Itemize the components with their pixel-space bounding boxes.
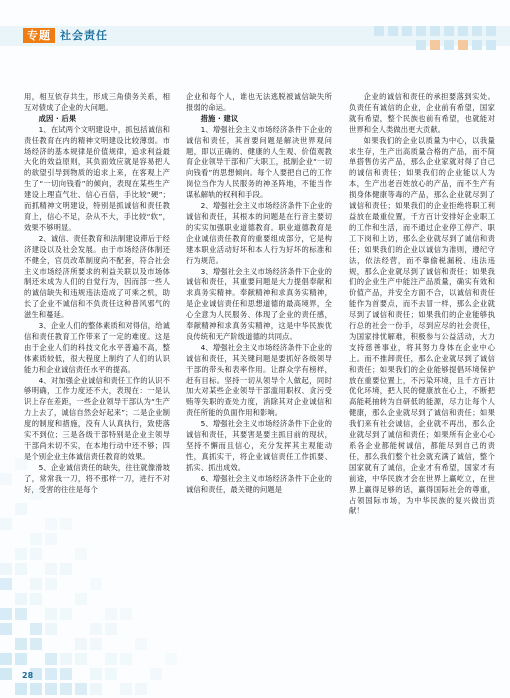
paragraph: 2、增强社会主义市场经济条件下企业的诚信和责任，其根本的问题是在行音主要切的实实加强职业道德教育。职业道德教育是企业诚信责任教育的重要组成部分，它是构建本职业活动好坏和本人行为好坏的标准和行为规范。 bbox=[186, 201, 332, 265]
decor-square bbox=[75, 548, 87, 560]
decor-square bbox=[0, 608, 12, 620]
decor-square bbox=[75, 638, 87, 650]
decor-square bbox=[30, 578, 42, 590]
decor-square bbox=[15, 548, 27, 560]
decor-square bbox=[45, 563, 57, 575]
decor-square bbox=[30, 683, 42, 695]
paragraph: 6、增强社会主义市场经济条件下企业的诚信和责任，最关键的问题是 bbox=[186, 473, 332, 494]
decor-square bbox=[90, 623, 102, 635]
header-decoration-icon bbox=[354, 20, 504, 80]
decor-square bbox=[45, 653, 57, 665]
decor-square bbox=[15, 563, 27, 575]
text-column-3 bbox=[349, 92, 495, 517]
decor-square bbox=[45, 683, 57, 695]
decor-square bbox=[0, 518, 12, 530]
decor-square bbox=[15, 593, 27, 605]
paragraph: 2、诚信、责任教育和法制建设滞后于经济建设以及社会发展。由于市场经济体制还不健全，官员改革制度尚不配套，符合社会主义市场经济所要求的利益关联以及市场体制还未成为人们的自觉行为，因而部一些人的诚信缺失和违规违法造成了可乘之机，助长了企业不诚信和不负责任这种普风邪气的滋生和蔓延。 bbox=[24, 233, 170, 320]
decor-square bbox=[30, 638, 42, 650]
decor-square bbox=[45, 608, 57, 620]
decor-square bbox=[75, 653, 87, 665]
paragraph: 1、在试两个文明建设中，抓包括诚信和责任教育在内的精神文明建设比较薄弱。市场经济的基本规律是价值规律，追求利益最大化的效益原则，其负面效应就是容易把人的欲望引导到物质的追求上来，在客观上产生了“一切向钱看”的倾向，表现在某些生产建设上理直气壮、信心百倍，手比较“硬”；而抓精神文明建设，特别是抓诚信和责任教育上，信心不足，杂从不大，手比较“软”，效果不够明显。 bbox=[24, 124, 170, 232]
decor-square bbox=[30, 533, 42, 545]
paragraph: 企业的诚信和责任的承担要落到实处。负责任有诚信的企业，企业前有希望，国家就有希望，整个民族也前有希望，也就能对世界和全人类做出更大贡献。 bbox=[349, 92, 495, 134]
decor-square bbox=[15, 503, 27, 515]
decor-square bbox=[120, 683, 132, 695]
decor-square bbox=[0, 578, 12, 590]
decor-square bbox=[60, 668, 72, 680]
section-heading: 措施 · 建议 bbox=[200, 113, 239, 123]
decor-square bbox=[45, 668, 57, 680]
section-heading: 成因 · 后果 bbox=[38, 113, 77, 123]
paragraph: 如果我们的企业以质量为中心，以我量求生存，生产出高质量合格的产品，而不简单搭售仿劣产品，那么企业家就对得了自己的诚信和责任；如果我们的企业能以人为本，生产出老百姓放心的产品，而不生产有损身体健康等毒的产品，那么企业就尽到了诚信和责任；如果我们的企业拒绝将职工利益放在最重位置，千方百计安排好企业职工的工作和生活，而不通过企业停工停产、职工下岗和上访，那么企业就尽到了诚信和责任；如果我们的企业以诚信为准则，遵纪守法，依法经营，而不靠偷税漏税、违法违规，那么企业就尽到了诚信和责任；如果我们的企业生产中能注产品质量，确实有效和价值产品，并安全方面不合，以诚信和责任能作为首要点，而不去冒一样，那么企业就尽到了诚信和责任；如果我们的企业能够执行总的社会一份手，尽到应尽的社会责任，为国家排忧解难，积极参与公益活动，大力支持慈善事业，将其努力身体在企业中心上。而不推卸责任，那么企业就尽到了诚信和责任；如果我们的企业能够提倡环境保护放在重要位置上，不污染环境，且千方百计优化环境，把人民的健康放在心上，不断把高能耗抽转为自研低的能源，尽力让每个人健康，那么企业就尽到了诚信和责任；如果我们来有社会诚信，企业就不再出，那么企业就尽到了诚信和责任；如果所有企业心心系各企业都能树诚信，都能尽到自己的责任，那么我们整个社会就充满了诚信，整个国家就有了诚信，企业才有希望，国家才有前途，中华民族才会在世界上赢屹立，在世界上赢得足够的话，赢得国际社会的尊重，占领国际市场，为中华民族的复兴做出贡献！ bbox=[349, 135, 495, 516]
decor-square bbox=[60, 563, 72, 575]
decor-square bbox=[75, 593, 87, 605]
decor-square bbox=[60, 608, 72, 620]
decor-square bbox=[105, 623, 117, 635]
decor-square bbox=[120, 608, 132, 620]
column-tag: 专题 bbox=[23, 28, 55, 43]
decor-square bbox=[135, 638, 147, 650]
decor-square bbox=[90, 578, 102, 590]
decor-square bbox=[45, 533, 57, 545]
decor-square bbox=[15, 608, 27, 620]
decor-square bbox=[0, 563, 12, 575]
decor-square bbox=[15, 653, 27, 665]
page-header bbox=[0, 0, 510, 80]
paragraph: 3、企业人们的整体素质和对得信，给诚信和责任教育工作带来了一定的难度。这是由于企业人们的科技文化水平普遍不高，整体素质较低，很大程度上制约了人们的认识能力和企业诚信责任水平的提高。 bbox=[24, 321, 170, 374]
decor-square bbox=[90, 668, 102, 680]
paragraph: 用，相互依存共生，形成三角债务关系，相互对债成了企业的大问题。 bbox=[24, 92, 170, 112]
decor-square bbox=[45, 518, 57, 530]
decor-square bbox=[60, 683, 72, 695]
paragraph: 4、增强社会主义市场经济条件下企业的诚信和责任，其关键问题是要抓好各级领导干部的带头和表率作用。让群众学有榜样，赶有目标。坚持一切从领导个人做起，同时加大对某些企业领导干部滥用职权、贪污受贿等失职的查处力度，消除其对企业诚信和责任所能的负面作用和影响。 bbox=[186, 342, 332, 418]
decor-square bbox=[60, 653, 72, 665]
decor-square bbox=[60, 518, 72, 530]
decor-square bbox=[15, 458, 27, 470]
decor-square bbox=[30, 623, 42, 635]
decor-square bbox=[30, 593, 42, 605]
text-column-2 bbox=[186, 92, 332, 496]
decor-square bbox=[120, 653, 132, 665]
decor-square bbox=[0, 653, 12, 665]
page-number: 28 bbox=[22, 671, 34, 680]
decor-square bbox=[105, 653, 117, 665]
decor-square bbox=[15, 683, 27, 695]
paragraph: 3、增强社会主义市场经济条件下企业的诚信和责任，其重要问题是大力提倡奉献和求真务实精神。奉献精神和求真务实精神，是企业诚信责任和思想道德的最高境界，全心全意为人民服务、体现了企业的责任感，奉献精神和求真务实精神，这是中华民族优良传统和无产阶级道德的共同点。 bbox=[186, 266, 332, 341]
decor-square bbox=[30, 548, 42, 560]
decor-square bbox=[135, 683, 147, 695]
decor-square bbox=[0, 473, 12, 485]
decor-square bbox=[165, 653, 177, 665]
decor-square bbox=[45, 578, 57, 590]
text-column-1 bbox=[24, 92, 170, 496]
decor-square bbox=[150, 668, 162, 680]
corner-decoration-icon bbox=[0, 448, 180, 698]
decor-square bbox=[90, 638, 102, 650]
section-title: 社会责任 bbox=[60, 29, 108, 42]
paragraph: 企业和每个人，谁也无法逃脱被诚信缺失所报弱的命运。 bbox=[186, 92, 332, 112]
decor-square bbox=[0, 668, 12, 680]
decor-square bbox=[15, 638, 27, 650]
paragraph: 4、对加强企业诚信和责任工作的认识不够明确，工作力度还不大，表现在：一是认识上存在差距，一些企业领导干部认为“生产力上去了，诚信自然会好起来”；二是企业制度的制度和措施，没有人认真执行，致使落实不到位；三是各级干部特别是企业主领导干部尚未切不实，在本地行动中还不够；四是个别企业主体诚信责任教育的效果。 bbox=[24, 375, 170, 461]
paragraph: 1、增强社会主义市场经济条件下企业的诚信和责任，其首要问题是解决世界观问题，即以正确的、健康的人生观、价值观教育企业领导干部和广大职工，抵制企业“一切向钱看”的思想倾向。每个人要把自己的工作岗位当作为人民服务的神圣阵地，不能当作谋私解轨的权利和手段。 bbox=[186, 124, 332, 200]
decor-square bbox=[105, 608, 117, 620]
decor-square bbox=[30, 488, 42, 500]
decor-square bbox=[45, 623, 57, 635]
paragraph: 5、企业诚信责任的缺失，往往就像滑坡了，常常我一刀，将不那样一刀，进行不对好，受害的往往是每个 bbox=[24, 462, 170, 494]
paragraph: 5、增强社会主义市场经济条件下企业的诚信和责任，其要害是要主抓目前的现状，坚持不懈而且信心，充分发挥其主观能动性，真抓实干，将企业诚信责任工作抓要、抓实、抓出成效。 bbox=[186, 419, 332, 472]
decor-square bbox=[105, 668, 117, 680]
decor-square bbox=[75, 683, 87, 695]
decor-square bbox=[0, 623, 12, 635]
decor-square bbox=[90, 683, 102, 695]
